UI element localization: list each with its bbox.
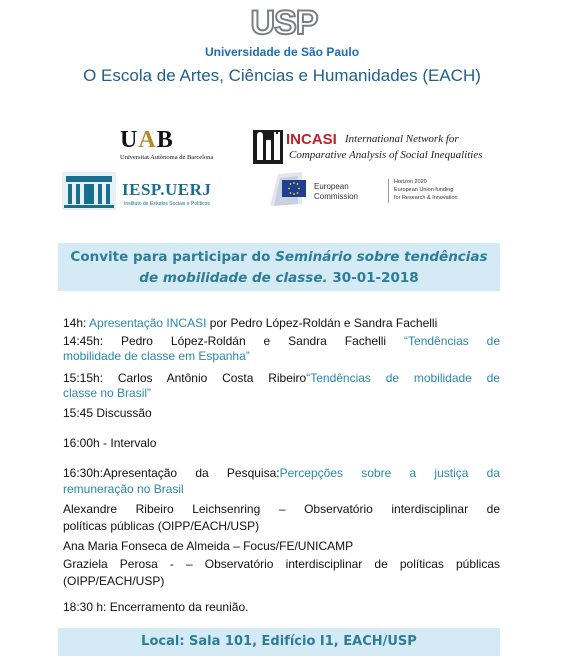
ec-label-2: Commission [314,192,359,201]
program-item: Alexandre Ribeiro Leichsenring – Observatório interdisciplinar de [63,502,500,516]
iesp-logo [62,172,252,212]
program-item-continued: mobilidade de classe em Espanha” [63,349,250,363]
horizon-line-3: for Research & Innovation [394,195,458,201]
european-commission-logo [268,170,498,208]
program-item: 15:45 Discussão [63,406,152,420]
iesp-name: IESP.UERJ [122,180,212,199]
uab-logo [120,127,214,162]
usp-logo: USP [250,4,318,42]
eu-flag-icon [282,180,306,197]
university-name: Universidade de São Paulo [204,45,360,59]
program-item: 15:15h: Carlos Antônio Costa Ribeiro“Tendências de mobilidade de [63,371,500,385]
program-item-continued: políticas públicas (OIPP/EACH/USP) [63,519,260,533]
invitation-line-1: Convite para participar do Seminário sobre tendências [70,249,488,265]
location-text: Local: Sala 101, Edifício I1, EACH/USP [141,634,417,649]
building-icon [62,172,116,210]
incasi-name: INCASI [286,131,337,148]
incasi-tagline-2: Comparative Analysis of Social Inequalities [289,149,483,161]
uab-mark: UAB [120,127,174,153]
program-item: Ana Maria Fonseca de Almeida – Focus/FE/UNICAMP [63,539,354,553]
program-item: 14:45h: Pedro López-Roldán e Sandra Fachelli “Tendências de [63,334,501,348]
uab-subtitle: Universitat Autònoma de Barcelona [120,154,214,161]
program-item: Graziela Perosa - – Observatório interdisciplinar de políticas públicas [63,557,500,571]
school-title: O Escola de Artes, Ciências e Humanidades (EACH) [83,66,481,85]
iesp-subtitle: Instituto de Estudos Sociais e Políticos [124,201,210,207]
incasi-tagline-1: International Network for [345,133,459,145]
program-item: 18:30 h: Encerramento da reunião. [63,600,249,614]
chess-pieces-icon [253,130,283,164]
ec-label-1: European [314,182,349,191]
location-banner [58,628,500,656]
incasi-logo [253,130,503,164]
program-item: 16:00h - Intervalo [63,436,157,450]
program-item-continued: classe no Brasil” [63,386,152,400]
horizon-line-2: European Union funding [394,187,454,193]
divider [388,179,389,203]
program-item-continued: remuneração no Brasil [63,482,184,496]
invitation-line-2: de mobilidade de classe. 30-01-2018 [139,270,419,286]
program-item: 14h: Apresentação INCASI por Pedro López-Roldán e Sandra Fachelli [63,316,438,330]
program-item: 16:30h:Apresentação da Pesquisa:Percepções sobre a justiça da [63,466,500,480]
program-item-continued: (OIPP/EACH/USP) [63,574,165,588]
horizon-line-1: Horizon 2020 [394,179,427,185]
invitation-banner [58,243,500,291]
